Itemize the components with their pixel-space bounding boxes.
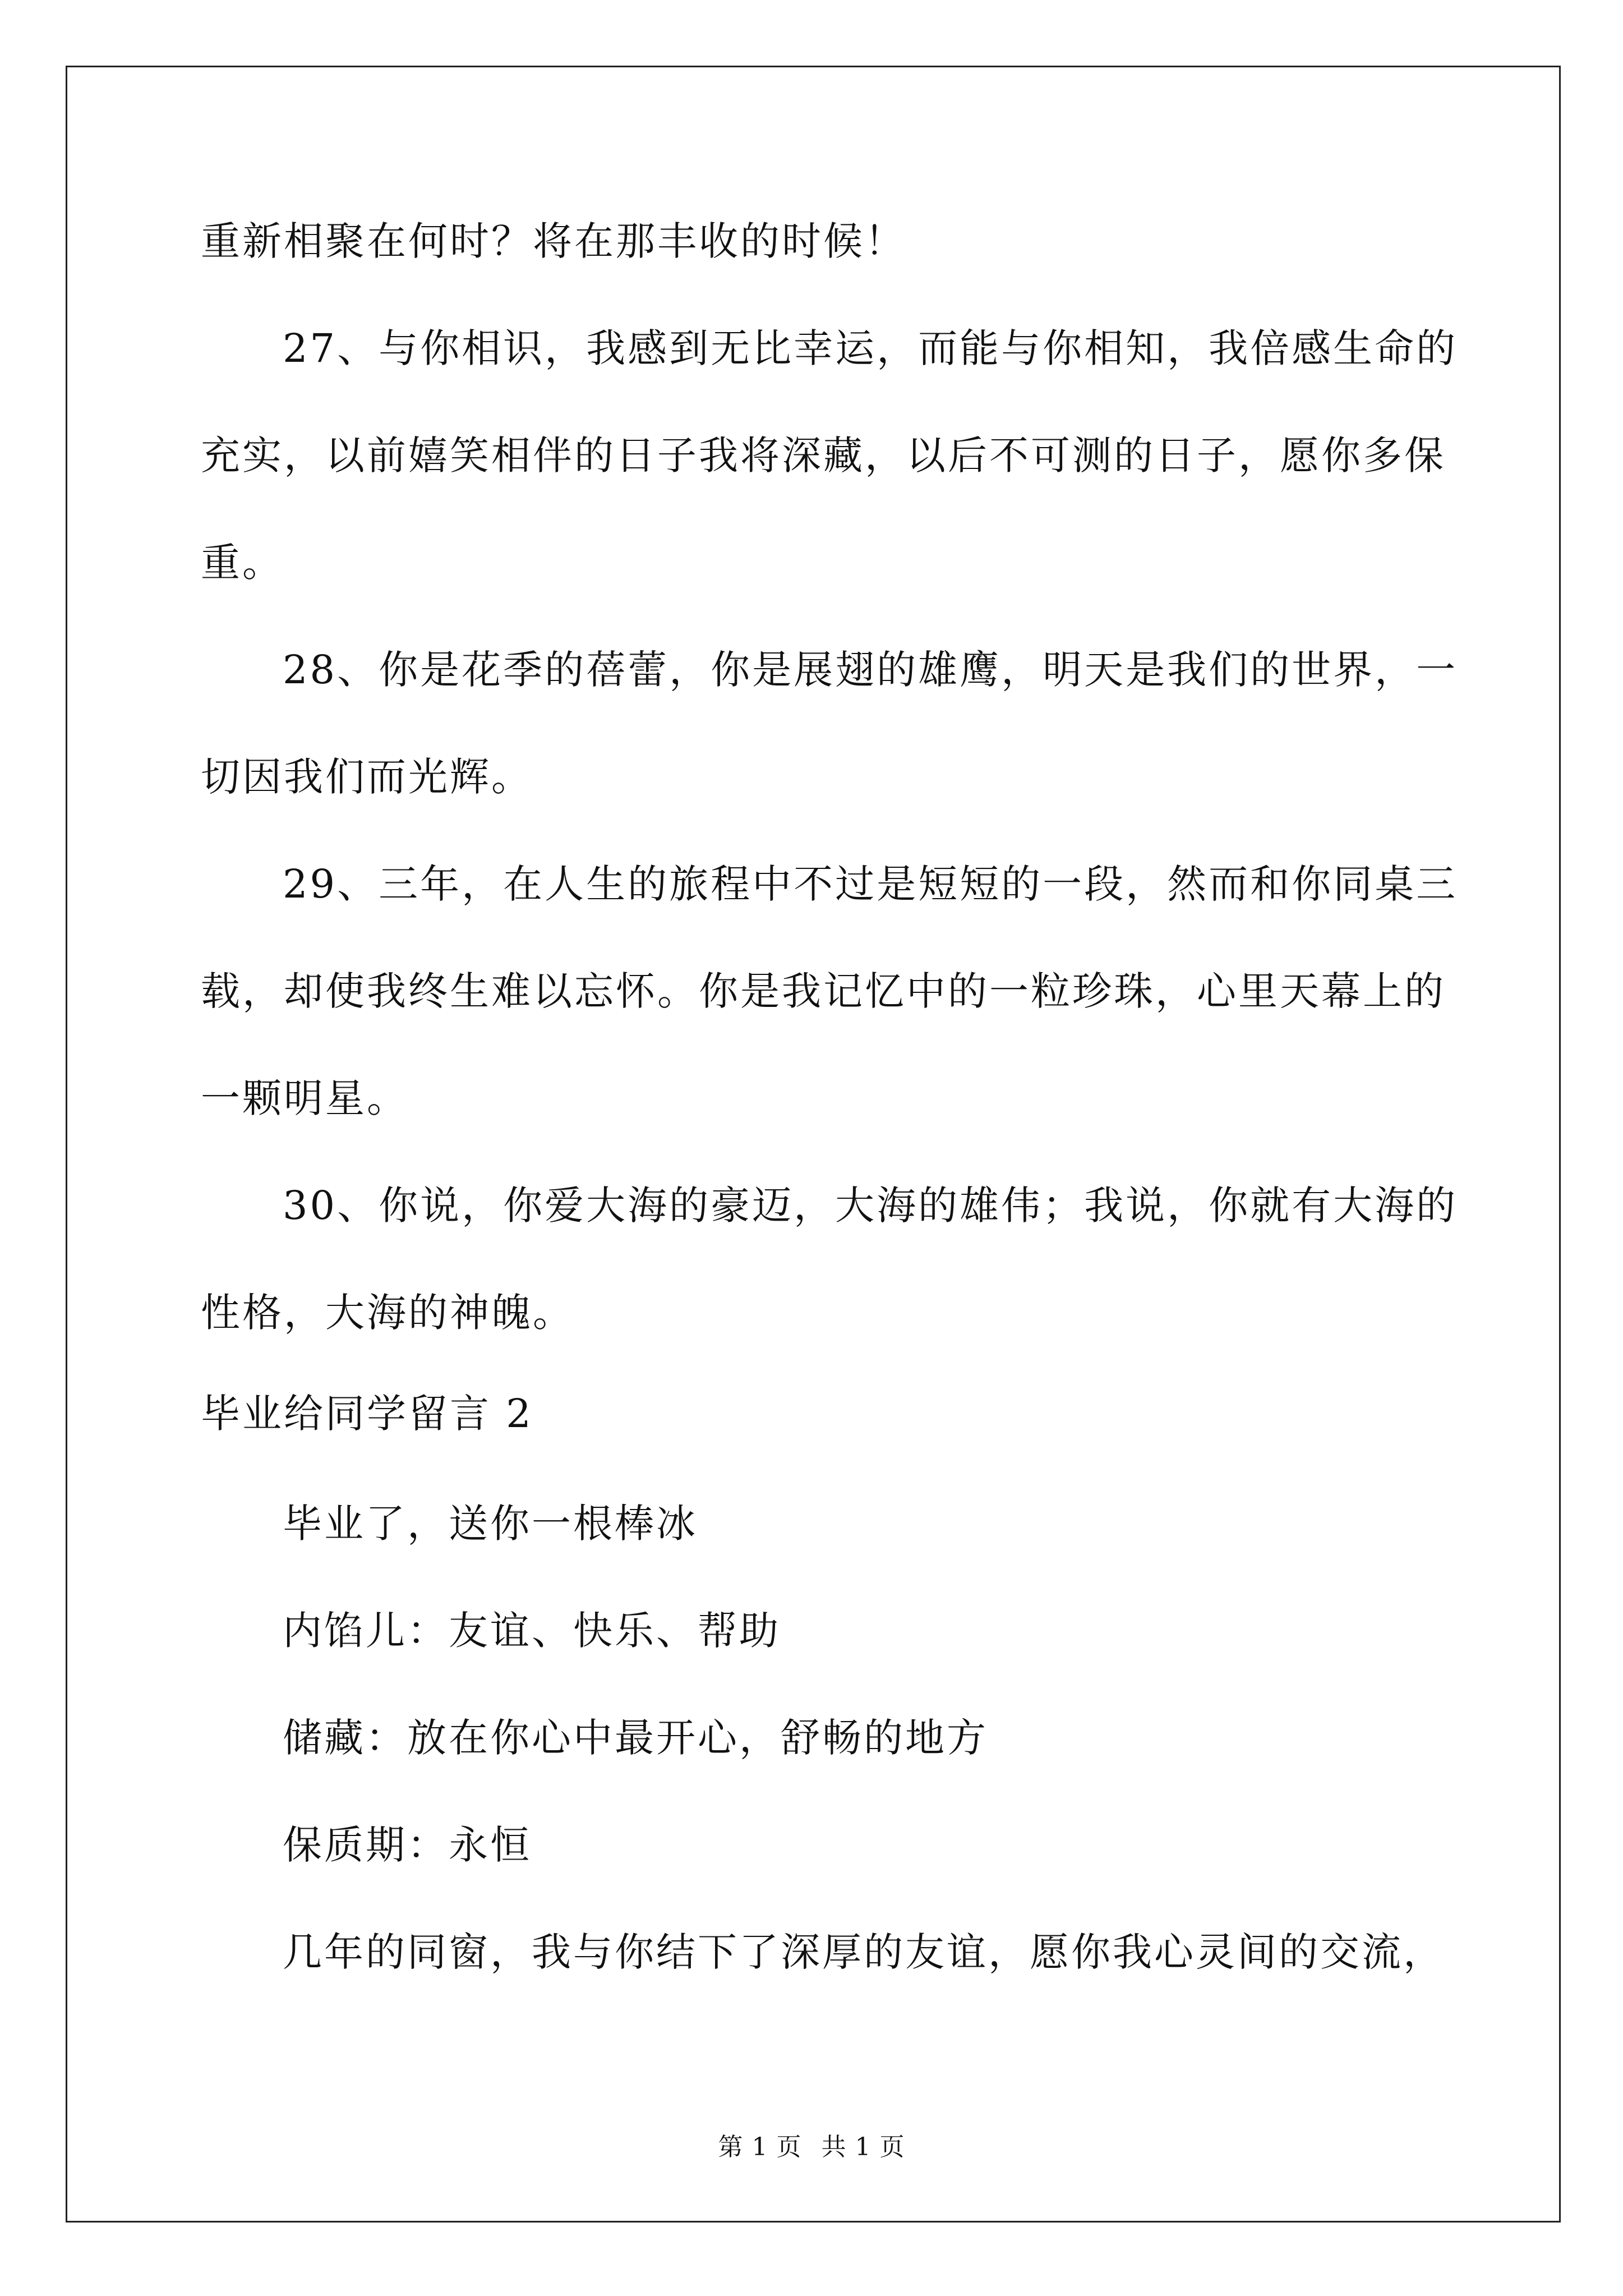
page-footer (0, 2132, 1623, 2163)
page-border (66, 66, 1561, 2223)
text-line: 储藏：放在你心中最开心，舒畅的地方 (283, 1715, 988, 1761)
text-line: 27、与你相识，我感到无比幸运，而能与你相知，我倍感生命的 (283, 325, 1458, 371)
text-line: 一颗明星。 (201, 1075, 408, 1121)
text-line: 载，却使我终生难以忘怀。你是我记忆中的一粒珍珠，心里天幕上的 (201, 968, 1446, 1014)
text-line: 性格，大海的神魄。 (201, 1290, 574, 1336)
text-line: 重新相聚在何时？将在那丰收的时候！ (201, 218, 906, 264)
text-line: 切因我们而光辉。 (201, 754, 533, 800)
text-line: 内馅儿：友谊、快乐、帮助 (283, 1608, 781, 1654)
text-line: 几年的同窗，我与你结下了深厚的友谊，愿你我心灵间的交流， (283, 1929, 1445, 1975)
text-line: 重。 (201, 540, 284, 586)
total-pages: 共 1 页 (821, 2133, 905, 2161)
text-line: 毕业了，送你一根棒冰 (283, 1501, 698, 1547)
section-heading: 毕业给同学留言 2 (201, 1391, 533, 1437)
page-number: 第 1 页 (718, 2133, 802, 2161)
text-line: 28、你是花季的蓓蕾，你是展翅的雄鹰，明天是我们的世界，一 (283, 647, 1458, 693)
text-line: 29、三年，在人生的旅程中不过是短短的一段，然而和你同桌三 (283, 861, 1458, 907)
text-line: 30、你说，你爱大海的豪迈，大海的雄伟；我说，你就有大海的 (283, 1182, 1458, 1228)
text-line: 充实，以前嬉笑相伴的日子我将深藏，以后不可测的日子，愿你多保 (201, 432, 1446, 478)
text-line: 保质期：永恒 (283, 1822, 532, 1868)
